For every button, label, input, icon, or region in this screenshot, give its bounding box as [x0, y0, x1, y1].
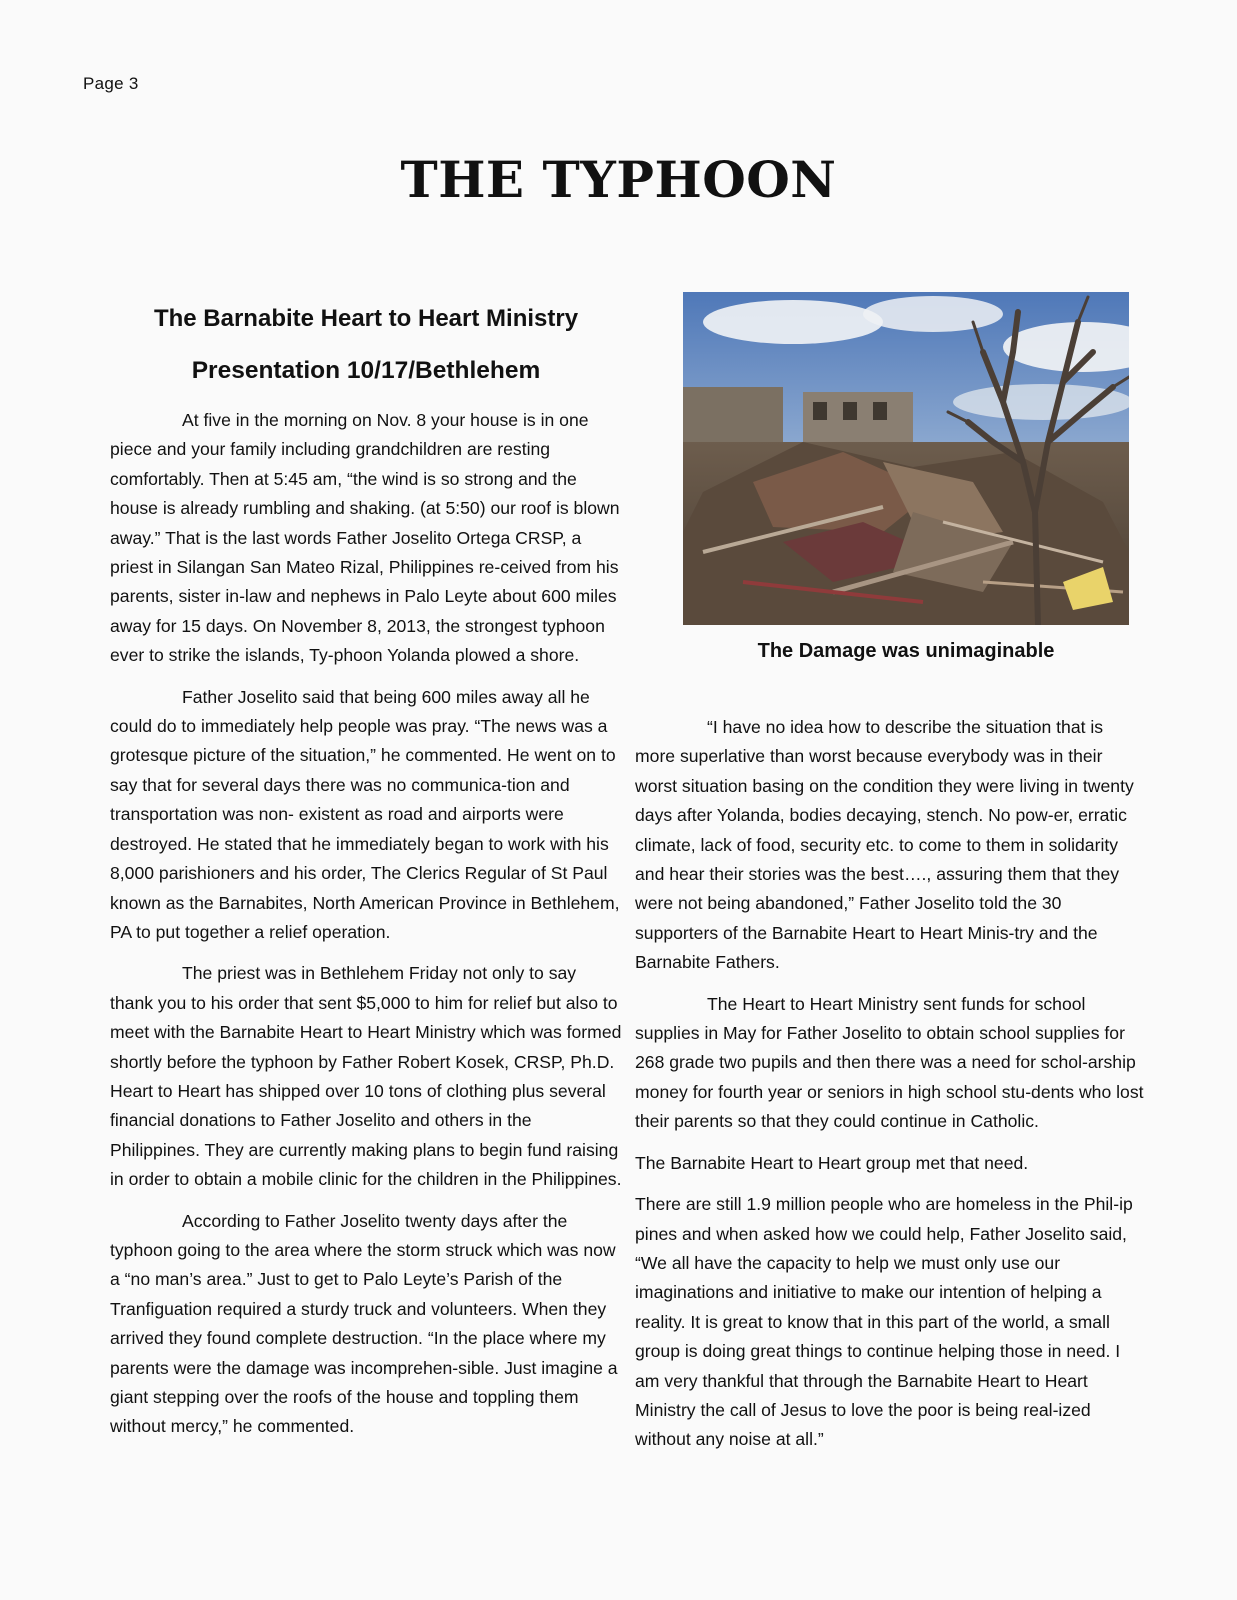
article-subheading: Presentation 10/17/Bethlehem: [191, 357, 541, 384]
typhoon-damage-photo: [683, 292, 1129, 625]
page-title: THE TYPHOON: [400, 150, 837, 209]
page-number: Page 3: [83, 74, 139, 93]
photo-caption: The Damage was unimaginable: [757, 640, 1055, 662]
left-paragraph-3: The priest was in Bethlehem Friday not only to say thank you to his order that sent $5,000 to him for relief but also to meet with the Barnabite Heart to Heart Ministry which was formed shortly before the typhoon by Father Robert Kosek, CRSP, Ph.D. Heart to Heart has shipped over 10 tons of clothing plus several financial donations to Father Joselito and others in the Philippines. They are currently making plans to begin fund raising in order to obtain a mobile clinic for the children in the Philippines.: [110, 963, 622, 1190]
left-paragraph-2: Father Joselito said that being 600 miles away all he could do to immediately help people was pray. “The news was a grotesque picture of the situation,” he commented. He went on to say that for several days there was no communica-tion and transportation was non- existent as road and airports were destroyed. He stated that he immediately began to work with his 8,000 parishioners and his order, The Clerics Regular of St Paul known as the Barnabites, North American Province in Bethlehem, PA to put together a relief operation.: [110, 686, 620, 942]
left-paragraph-4: According to Father Joselito twenty days after the typhoon going to the area where the storm struck which was now a “no man’s area.” Just to get to Palo Leyte’s Parish of the Tranfiguation required a sturdy truck and volunteers. When they arrived they found complete destruction. “In the place where my parents were the damage was incomprehen-sible. Just imagine a giant stepping over the roofs of the house and toppling them without mercy,” he commented.: [110, 1210, 618, 1437]
right-paragraph-2: The Heart to Heart Ministry sent funds for school supplies in May for Father Joselito to obtain school supplies for 268 grade two pupils and then there was a need for schol-arship money for fourth year or seniors in high school stu-dents who lost their parents so that they could continue in Catholic.: [635, 993, 1144, 1132]
left-column: [110, 406, 622, 1454]
left-paragraph-1: At five in the morning on Nov. 8 your house is in one piece and your family including grandchildren are resting comfortably. Then at 5:45 am, “the wind is so strong and the house is already rumbling and shaking. (at 5:50) our roof is blown away.” That is the last words Father Joselito Ortega CRSP, a priest in Silangan San Mateo Rizal, Philippines re-ceived from his parents, sister in-law and nephews in Palo Leyte about 600 miles away for 15 days. On November 8, 2013, the strongest typhoon ever to strike the islands, Ty-phoon Yolanda plowed a shore.: [110, 410, 620, 666]
right-paragraph-1: “I have no idea how to describe the situation that is more superlative than worst because everybody was in their worst situation basing on the condition they were living in twenty days after Yolanda, bodies decaying, stench. No pow-er, erratic climate, lack of food, security etc. to come to them in solidarity and hear their stories was the best…., assuring them that they were not being abandoned,” Father Joselito told the 30 supporters of the Barnabite Heart to Heart Minis-try and the Barnabite Fathers.: [635, 717, 1134, 973]
article-heading: The Barnabite Heart to Heart Ministry: [153, 305, 579, 332]
right-paragraph-3: The Barnabite Heart to Heart group met that need.: [635, 1152, 1029, 1173]
right-column: [635, 713, 1147, 1467]
right-paragraph-4: There are still 1.9 million people who are homeless in the Phil-ip pines and when asked how we could help, Father Joselito said, “We all have the capacity to help we must only use our imaginations and initiative to make our intention of helping a reality. It is great to know that in this part of the world, a small group is doing great things to continue helping those in need. I am very thankful that through the Barnabite Heart to Heart Ministry the call of Jesus to love the poor is being real-ized without any noise at all.”: [635, 1194, 1133, 1450]
